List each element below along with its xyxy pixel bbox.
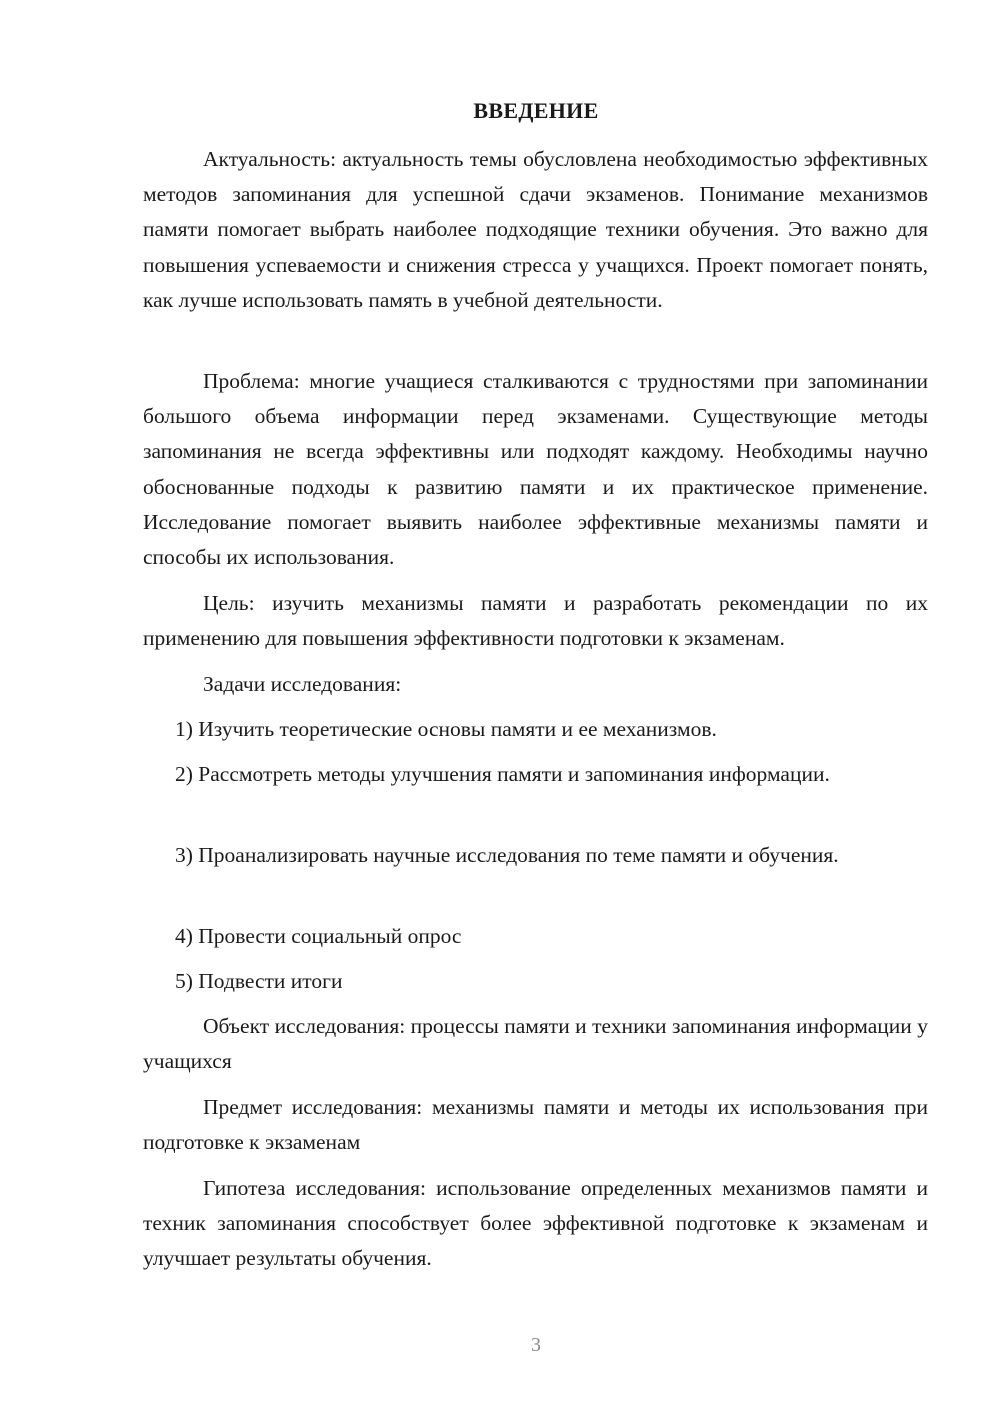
task-item-1: 1) Изучить теоретические основы памяти и ее механизмов. <box>175 717 717 741</box>
task-item-3: 3) Проанализировать научные исследования по теме памяти и обучения. <box>175 843 839 867</box>
relevance-paragraph: Актуальность: актуальность темы обусловлена необходимостью эффективных методов запоминания для успешной сдачи экзаменов. Понимание механизмов памяти помогает выбрать наиболее подходящие техники обучения. Это важно для повышения успеваемости и снижения стресса у учащихся. Проект помогает понять, как лучше использовать память в учебной деятельности. <box>143 147 928 312</box>
hypothesis-paragraph: Гипотеза исследования: использование определенных механизмов памяти и техник запоминания способствует более эффективной подготовке к экзаменам и улучшает результаты обучения. <box>143 1176 928 1271</box>
task-item-4: 4) Провести социальный опрос <box>175 924 462 948</box>
problem-paragraph: Проблема: многие учащиеся сталкиваются с трудностями при запоминании большого объема информации перед экзаменами. Существующие методы запоминания не всегда эффективны или подходят каждому. Необходимы научно обоснованные подходы к развитию памяти и их практическое применение. Исследование помогает выявить наиболее эффективные механизмы памяти и способы их использования. <box>143 369 928 570</box>
object-paragraph: Объект исследования: процессы памяти и техники запоминания информации у учащихся <box>143 1014 928 1074</box>
goal-paragraph: Цель: изучить механизмы памяти и разработать рекомендации по их применению для повышения эффективности подготовки к экзаменам. <box>143 591 928 651</box>
task-item-2: 2) Рассмотреть методы улучшения памяти и запоминания информации. <box>175 762 830 786</box>
task-item-5: 5) Подвести итоги <box>175 969 343 993</box>
subject-paragraph: Предмет исследования: механизмы памяти и методы их использования при подготовке к экзаменам <box>143 1095 928 1155</box>
page-title: ВВЕДЕНИЕ <box>473 98 599 123</box>
tasks-heading: Задачи исследования: <box>203 672 402 696</box>
page-number: 3 <box>531 1334 541 1356</box>
